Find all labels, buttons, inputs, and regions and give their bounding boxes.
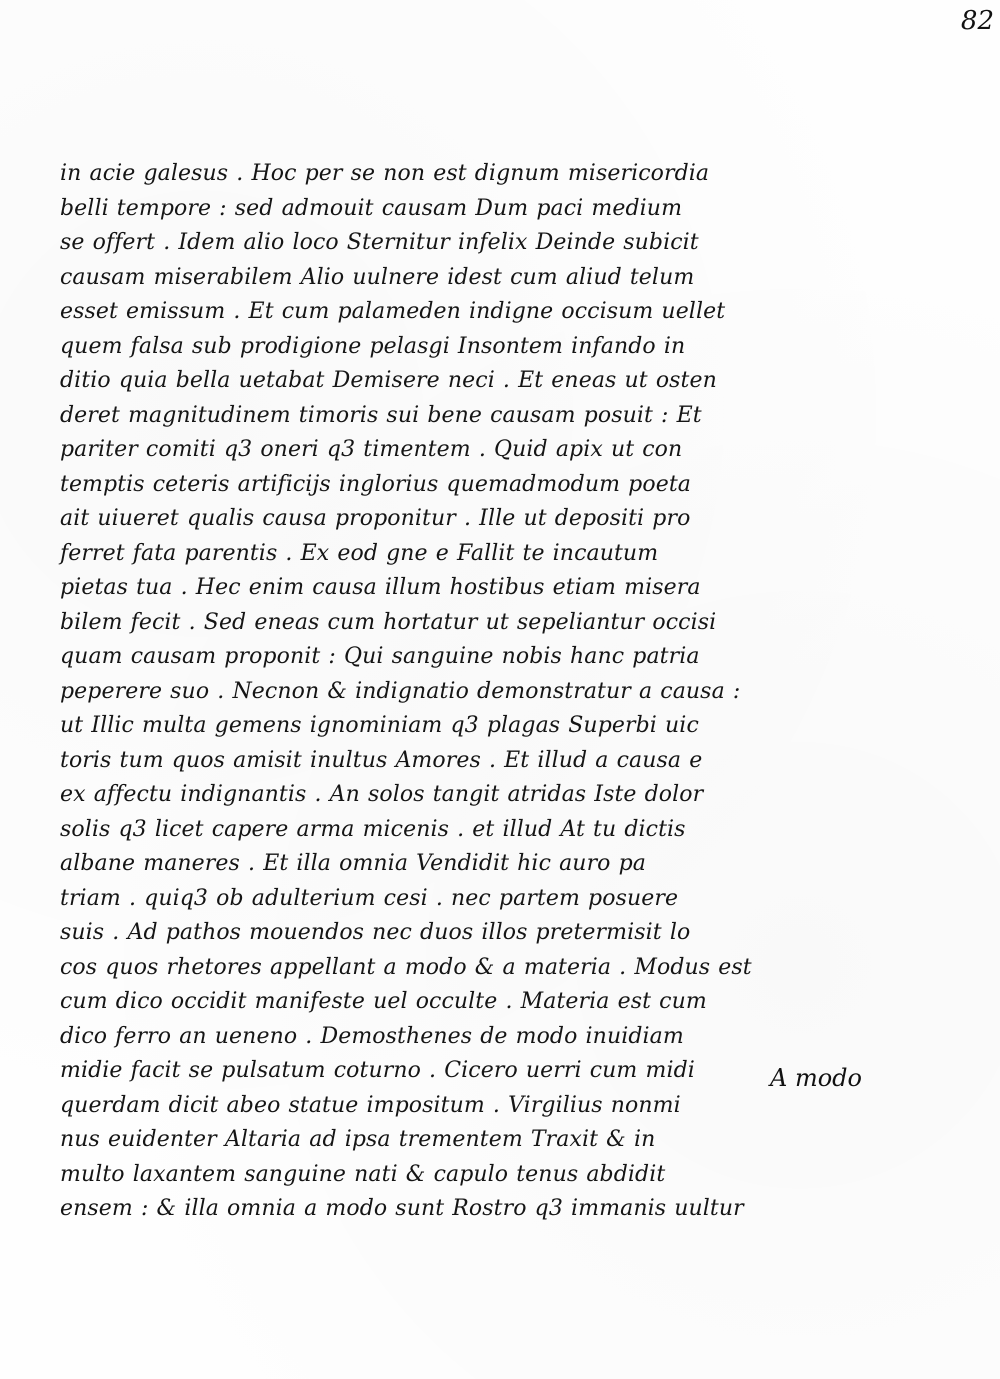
text-line: in acie galesus . Hoc per se non est dignum misericordia [60, 161, 710, 186]
text-line: midie facit se pulsatum coturno . Cicero uerri cum midi [60, 1058, 695, 1083]
text-line: belli tempore : sed admouit causam Dum paci medium [60, 195, 683, 221]
text-line: bilem fecit . Sed eneas cum hortatur ut sepeliantur occisi [60, 609, 717, 635]
text-line: dico ferro an ueneno . Demosthenes de modo inuidiam [60, 1023, 684, 1049]
text-line: nus euidenter Altaria ad ipsa trementem Traxit & in [60, 1127, 656, 1152]
text-line: ait uiueret qualis causa proponitur . Ille ut depositi pro [60, 506, 691, 531]
text-line: cum dico occidit manifeste uel occulte . Materia est cum [60, 989, 707, 1014]
text-line: multo laxantem sanguine nati & capulo tenus abdidit [60, 1161, 666, 1187]
text-line: toris tum quos amisit inultus Amores . Et illud a causa e [60, 747, 703, 773]
text-line: deret magnitudinem timoris sui bene causam posuit : Et [60, 402, 702, 428]
text-line: ex affectu indignantis . An solos tangit atridas Iste dolor [60, 782, 704, 807]
text-line: quem falsa sub prodigione pelasgi Insontem infando in [60, 333, 686, 359]
text-line: cos quos rhetores appellant a modo & a materia . Modus est [60, 954, 752, 980]
marginal-note: A modo [770, 1064, 862, 1092]
text-line: quam causam proponit : Qui sanguine nobis hanc patria [60, 644, 700, 669]
text-line: pietas tua . Hec enim causa illum hostibus etiam misera [60, 575, 701, 600]
text-line: causam miserabilem Alio uulnere idest cum aliud telum [60, 264, 695, 290]
text-line: ut Illic multa gemens ignominiam q3 plagas Superbi uic [60, 713, 699, 738]
text-line: se offert . Idem alio loco Sternitur infelix Deinde subicit [60, 230, 699, 255]
text-line: ferret fata parentis . Ex eod gne e Fallit te incautum [60, 540, 659, 566]
text-line: ensem : & illa omnia a modo sunt Rostro q3 immanis uultur [60, 1196, 744, 1221]
text-line: triam . quiq3 ob adulterium cesi . nec partem posuere [60, 885, 679, 911]
main-text-block [60, 157, 752, 1227]
text-line: querdam dicit abeo statue impositum . Virgilius nonmi [60, 1092, 681, 1118]
folio-number: 82 [960, 6, 994, 36]
text-line: pariter comiti q3 oneri q3 timentem . Quid apix ut con [60, 437, 683, 462]
text-line: suis . Ad pathos mouendos nec duos illos pretermisit lo [60, 920, 691, 945]
text-line: solis q3 licet capere arma micenis . et illud At tu dictis [60, 816, 686, 842]
text-line: temptis ceteris artificijs inglorius quemadmodum poeta [60, 471, 691, 497]
text-line: ditio quia bella uetabat Demisere neci . Et eneas ut osten [60, 368, 717, 393]
text-line: esset emissum . Et cum palameden indigne occisum uellet [60, 299, 726, 324]
text-line: peperere suo . Necnon & indignatio demonstratur a causa : [60, 678, 741, 704]
text-line: albane maneres . Et illa omnia Vendidit hic auro pa [60, 851, 647, 876]
